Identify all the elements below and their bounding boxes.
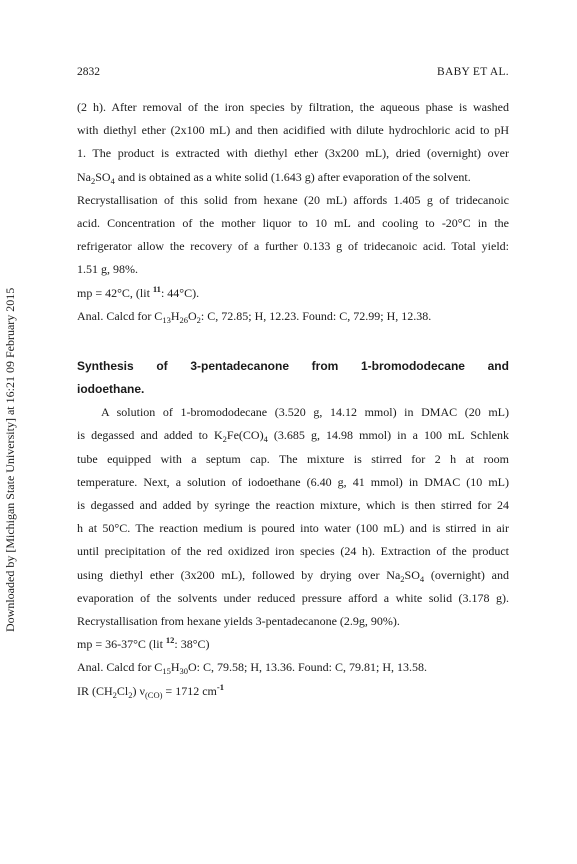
text-line: 1.51 g, 98%. bbox=[77, 262, 138, 277]
text-line: Recrystallisation of this solid from hexane (20 mL) affords 1.405 g of tridecanoic bbox=[77, 192, 509, 207]
text-line: (2 h). After removal of the iron species by filtration, the aqueous phase is washed bbox=[77, 100, 509, 114]
text-line: until precipitation of the red oxidized iron species (24 h). Extraction of the product bbox=[77, 544, 509, 559]
text-line: h at 50°C. The reaction medium is poured into water (100 mL) and is stirred in air bbox=[77, 521, 509, 536]
text-line: using diethyl ether (3x200 mL), followed by drying over $Na_2SO_4$ (overnight) and bbox=[77, 567, 509, 584]
paragraph-tridecanoic-acid bbox=[77, 96, 509, 282]
paragraph-pentadecanone bbox=[77, 401, 509, 633]
melting-point-line: mp = 36-37°C (lit $^{12}$: 38°C) bbox=[77, 635, 210, 652]
text-line: Recrystallisation from hexane yields 3-pentadecanone (2.9g, 90%). bbox=[77, 613, 400, 628]
heading-line: Synthesis of 3-pentadecanone from 1-bromododecane and bbox=[77, 358, 509, 373]
text-line: refrigerator allow the recovery of a further 0.133 g of tridecanoic acid. Total yield: bbox=[77, 239, 509, 254]
ir-spectrum-line: IR $(CH_2Cl_2) \nu_{(CO)} = 1712$ $cm^{-1}$ bbox=[77, 681, 224, 700]
text-line: tube equipped with a septum cap. The mixture is stirred for 2 h at room bbox=[77, 451, 509, 466]
analysis-line: Anal. Calcd for $C_{13}H_{26}O_2$: C, 72.85; H, 12.23. Found: C, 72.99; H, 12.38. bbox=[77, 308, 432, 325]
page-body bbox=[77, 96, 509, 703]
text-line: is degassed and added to $K_2Fe(CO)_4$ (3.685 g, 14.98 mmol) in a 100 mL Schlenk bbox=[77, 428, 509, 445]
page-header bbox=[77, 66, 509, 82]
section-heading bbox=[77, 355, 509, 401]
download-watermark: Downloaded by [Michigan State University] at 16:21 09 February 2015 bbox=[3, 287, 17, 633]
page-number: 2832 bbox=[77, 66, 100, 78]
text-line: A solution of 1-bromododecane (3.520 g, 14.12 mmol) in DMAC (20 mL) bbox=[101, 405, 509, 420]
analysis-line: Anal. Calcd for $C_{15}H_{30}O$: C, 79.58; H, 13.36. Found: C, 79.81; H, 13.58. bbox=[77, 660, 427, 677]
melting-point-line: mp = 42°C, (lit $^{11}$: 44°C). bbox=[77, 283, 200, 300]
text-line: temperature. Next, a solution of iodoethane (6.40 g, 41 mmol) in DMAC (10 mL) bbox=[77, 474, 509, 489]
text-line: 1. The product is extracted with diethyl ether (3x200 mL), dried (overnight) over bbox=[77, 146, 509, 161]
text-line: with diethyl ether (2x100 mL) and then acidified with dilute hydrochloric acid to pH bbox=[77, 123, 509, 138]
heading-line: iodoethane. bbox=[77, 382, 145, 397]
text-line: $Na_2SO_4$ and is obtained as a white solid (1.643 g) after evaporation of the solvent. bbox=[77, 169, 471, 186]
text-line: acid. Concentration of the mother liquor to 10 mL and cooling to -20°C in the bbox=[77, 215, 509, 230]
running-head: BABY ET AL. bbox=[437, 66, 509, 78]
text-line: is degassed and added by syringe the reaction mixture, which is then stirred for 24 bbox=[77, 498, 509, 512]
text-line: evaporation of the solvents under reduced pressure afford a white solid (3.178 g). bbox=[77, 590, 509, 605]
